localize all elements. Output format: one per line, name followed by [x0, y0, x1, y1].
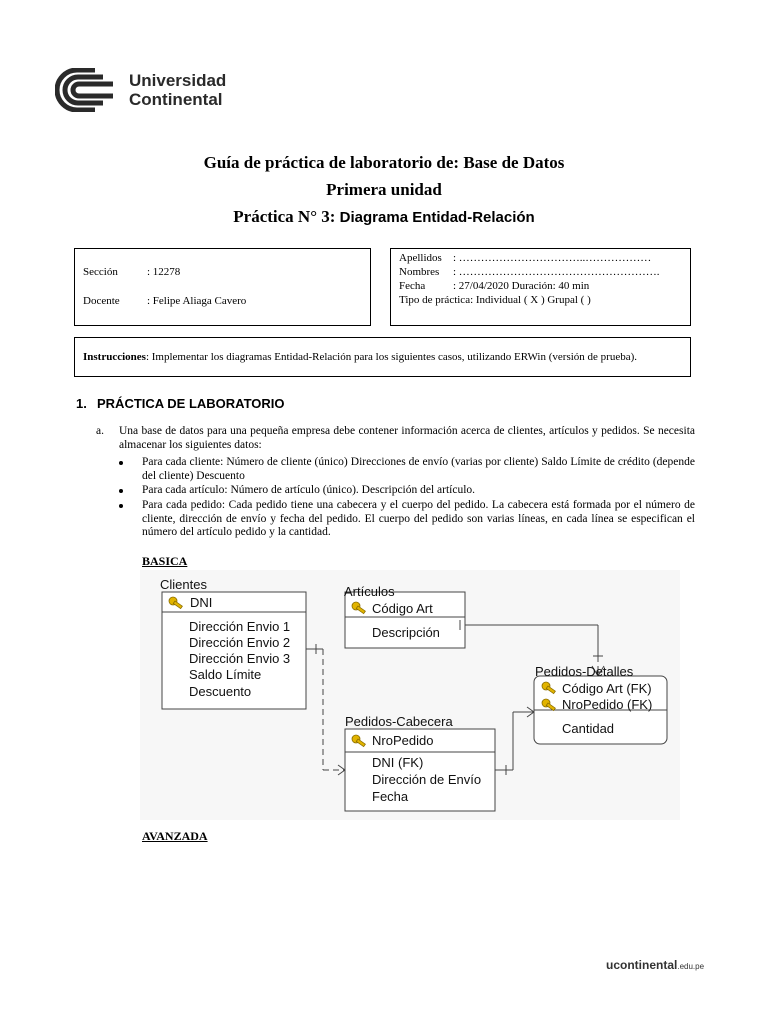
section-title: PRÁCTICA DE LABORATORIO: [97, 396, 285, 411]
apellidos-label: Apellidos: [399, 252, 442, 264]
fecha-label: Fecha: [399, 280, 426, 292]
basica-label: BASICA: [142, 554, 188, 568]
clientes-entity-name: Clientes: [160, 577, 207, 592]
clientes-attr: Saldo Límite: [189, 667, 262, 682]
fecha-value: : 27/04/2020 Duración: 40 min: [453, 280, 590, 292]
apellidos-value[interactable]: : ……………………………..………………: [453, 252, 652, 264]
bullet-dot: [119, 461, 123, 465]
bullet-cliente: Para cada cliente: Número de cliente (único) Direcciones de envío (varias por cliente) Saldo Límite de crédito (depende del cliente) Descuento: [142, 456, 695, 482]
section-number: 1.: [76, 396, 87, 411]
instructions-text: [83, 351, 637, 363]
docente-value: : Felipe Aliaga Cavero: [147, 295, 247, 307]
footer-domain: ucontinental: [606, 958, 678, 972]
bullet-dot: [119, 489, 123, 493]
university-logo-icon: [55, 68, 121, 112]
clientes-attr: Dirección Envio 1: [189, 619, 291, 634]
logo-line-2: Continental: [129, 90, 223, 109]
unit-title: Primera unidad: [326, 180, 442, 199]
seccion-label: Sección: [83, 266, 118, 278]
articulos-key: Código Art: [372, 601, 433, 616]
pedidos-cabecera-key: NroPedido: [372, 733, 434, 748]
pedidos-cabecera-attr: DNI (FK): [372, 755, 424, 770]
nombres-label: Nombres: [399, 266, 440, 278]
footer-suffix: .edu.pe: [677, 962, 705, 971]
articulos-attr: Descripción: [372, 625, 440, 640]
pedidos-cabecera-entity-name: Pedidos-Cabecera: [345, 714, 453, 729]
item-a-text: Una base de datos para una pequeña empresa debe contener información acerca de clientes, artículos y pedidos. Se necesita almacenar los siguientes datos:: [119, 425, 695, 451]
nombres-value[interactable]: : ……………………………………………….: [453, 266, 660, 278]
logo: [55, 68, 235, 114]
clientes-attr: Dirección Envio 3: [189, 651, 291, 666]
practice-title-suffix: Diagrama Entidad-Relación: [339, 209, 535, 226]
info-left-box: [74, 248, 371, 326]
seccion-value: : 12278: [147, 266, 181, 278]
instructions-body: : Implementar los diagramas Entidad-Relación para los siguientes casos, utilizando ERWin (versión de prueba).: [145, 351, 638, 363]
bullet-articulo: Para cada artículo: Número de artículo (único). Descripción del artículo.: [142, 484, 476, 496]
pedidos-detalles-key: Código Art (FK): [562, 681, 652, 696]
clientes-attr: Dirección Envio 2: [189, 635, 291, 650]
avanzada-label: AVANZADA: [142, 829, 208, 843]
bullet-dot: [119, 504, 123, 508]
pedidos-detalles-attr: Cantidad: [562, 721, 615, 736]
footer-website-link[interactable]: [606, 958, 704, 972]
pedidos-cabecera-attr: Dirección de Envío: [372, 772, 482, 787]
articulos-entity-name: Artículos: [344, 584, 395, 599]
pedidos-detalles-key: NroPedido (FK): [562, 697, 653, 712]
er-diagram: [140, 570, 680, 820]
instructions-box: [74, 337, 691, 377]
info-right-box: [390, 248, 691, 326]
pedidos-cabecera-attr: Fecha: [372, 789, 409, 804]
instructions-label: Instrucciones: [83, 351, 146, 363]
clientes-key: DNI: [190, 595, 213, 610]
tipo-practica: Tipo de práctica: Individual ( X ) Grupal ( ): [399, 294, 591, 306]
practice-title: [0, 207, 768, 227]
bullet-pedido: Para cada pedido: Cada pedido tiene una cabecera y el cuerpo del pedido. La cabecera está formada por el número de cliente, dirección de envío y fecha del pedido. El cuerpo del pedido son varias líneas, en cada línea se especifican el número del artículo pedido y la cantidad.: [142, 499, 695, 538]
item-a-marker: a.: [96, 425, 104, 437]
pedidos-detalles-entity-name: Pedidos-Detalles: [535, 664, 634, 679]
clientes-attr: Descuento: [189, 684, 252, 699]
document-title: Guía de práctica de laboratorio de: Base de Datos: [203, 153, 565, 172]
logo-line-1: Universidad: [129, 71, 227, 90]
practice-title-prefix: Práctica N° 3:: [233, 207, 340, 226]
docente-label: Docente: [83, 295, 120, 307]
